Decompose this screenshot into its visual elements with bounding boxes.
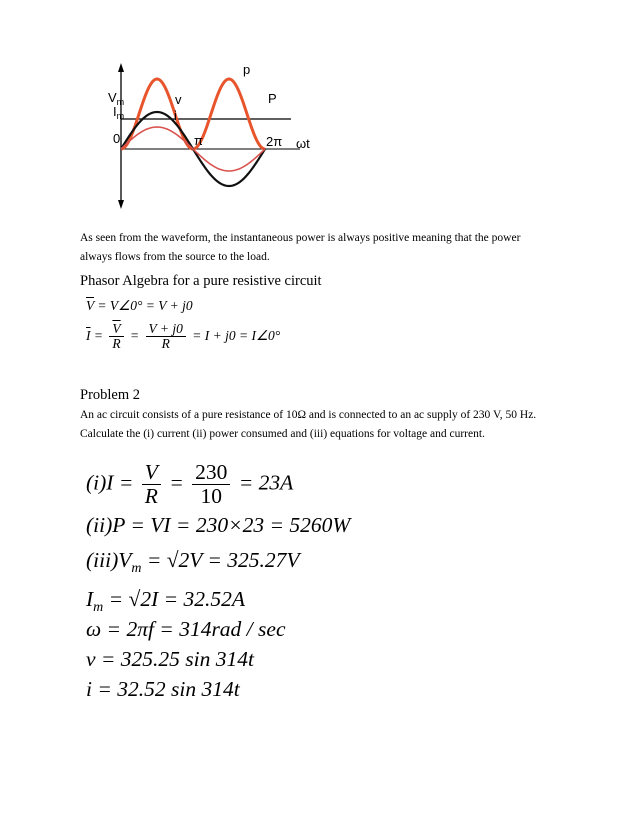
section-heading: Phasor Algebra for a pure resistive circuit (80, 273, 322, 289)
label-im: $I_m$ (113, 104, 125, 121)
solution-power: (ii)P = VI = 230×23 = 5260W (86, 513, 351, 537)
problem-title: Problem 2 (80, 387, 141, 403)
problem-statement (80, 406, 580, 444)
label-v: v (175, 92, 182, 107)
phasor-v-symbol: $\overline{V}$ (86, 298, 95, 313)
fraction-v-over-r: $\frac{\overline{V}}{R}$ (109, 322, 123, 352)
fraction-v-over-r-large: $\frac{V}{R}$ (142, 461, 161, 508)
problem-line: An ac circuit consists of a pure resistance of 10Ω and is connected to an ac supply of 230 V, 50 Hz. (80, 409, 537, 421)
label-omega-t: ωt (296, 136, 310, 151)
waveform-figure (0, 0, 638, 230)
label-P: P (268, 91, 277, 106)
paragraph-line: As seen from the waveform, the instantaneous power is always positive meaning that the power (80, 232, 521, 244)
solution-voltage-max: $(iii)V_m = √2V = 325.27V$ (86, 548, 300, 576)
power-curve (121, 79, 265, 149)
label-zero: 0 (113, 131, 121, 146)
phasor-v-rest: = V∠0° = V + j0 (94, 298, 193, 313)
solution-omega: ω = 2πf = 314rad / sec (86, 617, 286, 641)
fraction-230-over-10: $\frac{230}{10}$ (192, 461, 230, 508)
label-2pi: 2π (266, 134, 283, 149)
solution-current-max: $I_m = √2I = 32.52A$ (86, 587, 245, 615)
paragraph-line: always flows from the source to the load. (80, 251, 270, 263)
label-pi: π (194, 133, 203, 148)
solution-current: (i)I = $\frac{V}{R}$ = $\frac{230}{10}$ = 23A (86, 460, 294, 508)
problem-line: Calculate the (i) current (ii) power consumed and (iii) equations for voltage and current. (80, 428, 485, 440)
fraction-complex: $\frac{V + j0}{R}$ (146, 322, 186, 352)
solution-voltage-equation: v = 325.25 sin 314t (86, 647, 254, 671)
phasor-equation-current: $\overline{I}$ = $\frac{\overline{V}}{R}$ = $\frac{V + j0}{R}$ = I + j0 = I∠0° (86, 321, 281, 352)
phasor-i-symbol: $\overline{I}$ (86, 328, 91, 344)
label-i: i (174, 108, 177, 123)
label-p: p (243, 62, 251, 77)
paragraph-waveform (80, 229, 560, 267)
label-vm: $V_m$ (108, 90, 125, 107)
solution-current-equation: i = 32.52 sin 314t (86, 677, 240, 701)
phasor-equation-voltage (86, 298, 193, 314)
